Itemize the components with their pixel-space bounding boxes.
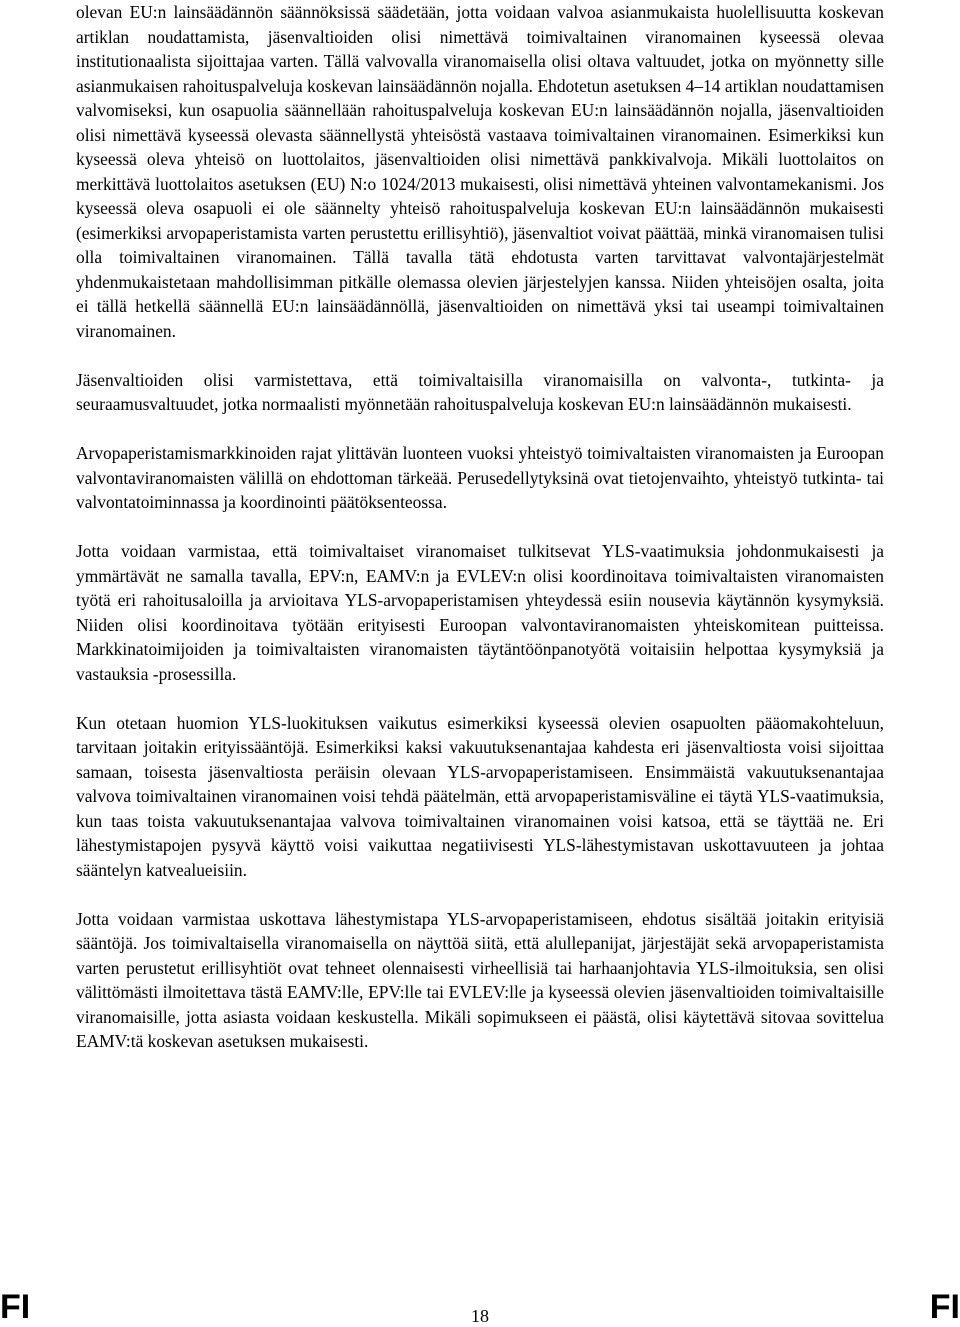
page-number: 18 — [471, 1306, 489, 1326]
paragraph-credible-approach: Jotta voidaan varmistaa uskottava lähestymistapa YLS-arvopaperistamiseen, ehdotus sisältää joitakin erityisiä sääntöjä. Jos toimivaltaisella viranomaisella on näyttöä siitä, että alullepanijat, järjestäjät sekä arvopaperistamista varten perustetut erillisyhtiöt ovat tehneet olennaisesti virheellisiä tai harhaanjohtavia YLS-ilmoituksia, sen olisi välittömästi ilmoitettava tästä EAMV:lle, EPV:lle tai EVLEV:lle ja kyseessä olevien jäsenvaltioiden toimivaltaisille viranomaisille, jotta asiasta voidaan keskustella. Mikäli sopimukseen ei päästä, olisi käytettävä sitovaa sovittelua EAMV:tä koskevan asetuksen mukaisesti. — [76, 908, 884, 1051]
paragraph-special-rules: Kun otetaan huomion YLS-luokituksen vaikutus esimerkiksi kyseessä olevien osapuolten pääomakohteluun, tarvitaan joitakin erityissääntöjä. Esimerkiksi kaksi vakuutuksenantajaa kahdesta eri jäsenvaltiosta voisi sijoittaa samaan, toisesta jäsenvaltiosta peräisin olevaan YLS-arvopaperistamiseen. Ensimmäistä vakuutuksenantajaa valvova toimivaltainen viranomainen voisi tehdä päätelmän, että arvopaperistamisväline ei täytä YLS-vaatimuksia, kun taas toista vakuutuksenantajaa valvova toimivaltainen viranomainen voisi katsoa, että se täyttää ne. Eri lähestymistapojen pysyvä käyttö voisi vaikuttaa negatiivisesti YLS-lähestymistavan uskottavuuteen ja johtaa sääntelyn katvealueisiin. — [76, 712, 884, 880]
footer-language-left: FI — [0, 1288, 31, 1326]
paragraph-cross-border-cooperation: Arvopaperistamismarkkinoiden rajat ylittävän luonteen vuoksi yhteistyö toimivaltaisten viranomaisten ja Euroopan valvontaviranomaisten välillä on ehdottoman tärkeää. Perusedellytyksinä ovat tietojenvaihto, yhteistyö tutkinta- tai valvontatoiminnassa ja koordinointi päätöksenteossa. — [76, 443, 884, 512]
paragraph-supervisory-authority: olevan EU:n lainsäädännön säännöksissä säädetään, jotta voidaan valvoa asianmukaista huolellisuutta koskevan artiklan noudattamista, jäsenvaltioiden olisi nimettävä toimivaltainen viranomainen kyseessä olevaa institutionaalista sijoittajaa varten. Tällä valvovalla viranomaisella olisi oltava valtuudet, jotka on myönnetty sille asianmukaisen rahoituspalveluja koskevan lainsäädännön nojalla. Ehdotetun asetuksen 4–14 artiklan noudattamisen valvomiseksi, kun osapuolia säännellään rahoituspalveluja koskevan EU:n lainsäädännön nojalla, jäsenvaltioiden olisi nimettävä kyseessä olevasta säännellystä yhteisöstä vastaava toimivaltainen viranomainen. Esimerkiksi kun kyseessä oleva yhteisö on luottolaitos, jäsenvaltioiden olisi nimettävä pankkivalvoja. Mikäli luottolaitos on merkittävä luottolaitos asetuksen (EU) N:o 1024/2013 mukaisesti, olisi nimettävä yhteinen valvontamekanismi. Jos kyseessä oleva osapuoli ei ole säännelty yhteisö rahoituspalveluja koskevan EU:n lainsäädännön mukaisesti (esimerkiksi arvopaperistamista varten perustettu erillisyhtiö), jäsenvaltiot voivat päättää, minkä viranomaisen tulisi olla toimivaltainen viranomainen. Tällä tavalla tätä ehdotusta varten tarvittavat valvontajärjestelmät yhdenmukaistetaan mahdollisimman pitkälle olemassa olevien järjestelyjen kanssa. Niiden yhteisöjen osalta, joita ei tällä hetkellä säännellä EU:n lainsäädännöllä, jäsenvaltioiden on nimettävä yksi tai useampi toimivaltainen viranomainen. — [76, 2, 884, 341]
footer-language-right: FI — [929, 1288, 960, 1326]
paragraph-member-state-powers: Jäsenvaltioiden olisi varmistettava, että toimivaltaisilla viranomaisilla on valvonta-, tutkinta- ja seuraamusvaltuudet, jotka normaalisti myönnetään rahoituspalveluja koskevan EU:n lainsäädännön mukaisesti. — [76, 369, 884, 414]
document-body — [76, 0, 884, 1054]
paragraph-consistent-interpretation: Jotta voidaan varmistaa, että toimivaltaiset viranomaiset tulkitsevat YLS-vaatimuksia johdonmukaisesti ja ymmärtävät ne samalla tavalla, EPV:n, EAMV:n ja EVLEV:n olisi koordinoitava toimivaltaisten viranomaisten työtä eri rahoitusaloilla ja arvioitava YLS-arvopaperistamisen yhteydessä esiin nousevia käytännön kysymyksiä. Niiden olisi koordinoitava työtään erityisesti Euroopan valvontaviranomaisten yhteiskomitean puitteissa. Markkinatoimijoiden ja toimivaltaisten viranomaisten täytäntöönpanotyötä voitaisiin helpottaa kysymyksiä ja vastauksia -prosessilla. — [76, 541, 884, 684]
